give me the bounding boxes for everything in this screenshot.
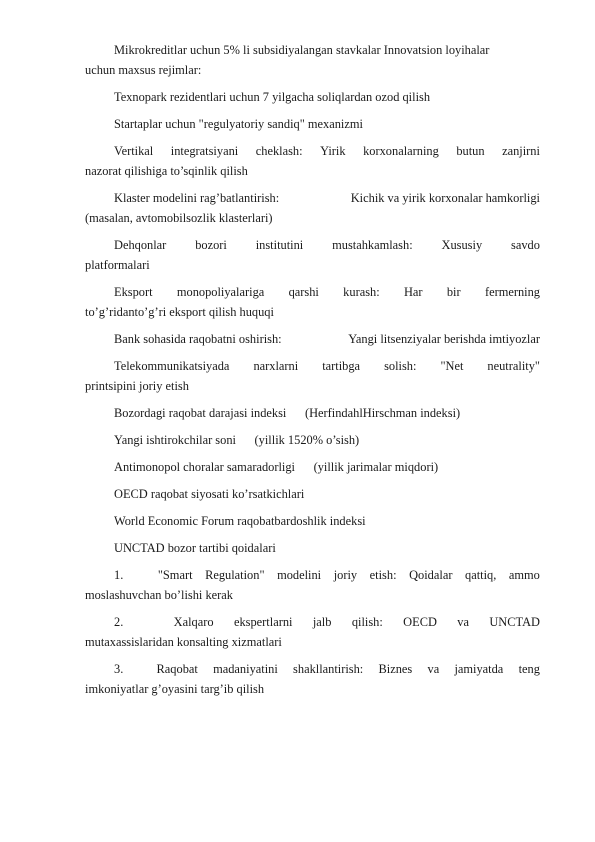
word: butun (456, 144, 485, 158)
word: Qoidalar (409, 568, 453, 582)
justified-line (85, 282, 540, 302)
word: etish: (369, 568, 397, 582)
text-line: imkoniyatlar g’oyasini targ’ib qilish (85, 682, 265, 696)
word: qilish: (351, 615, 383, 629)
text-line: World Economic Forum raqobatbardoshlik indeksi (114, 514, 366, 528)
word: cheklash: (255, 144, 303, 158)
text-line: Texnopark rezidentlari uchun 7 yilgacha soliqlardan ozod qilish (114, 90, 431, 104)
word: Biznes (378, 662, 413, 676)
text-line: moslashuvchan bo’lishi kerak (85, 588, 233, 602)
justified-line (85, 565, 540, 585)
word: Kichik va yirik korxonalar hamkorligi (350, 191, 540, 205)
word: mustahkamlash: (332, 238, 413, 252)
text-line: Bozordagi raqobat darajasi indeksi (HerfindahlHirschman indeksi) (114, 406, 461, 420)
word: Eksport (114, 285, 153, 299)
paragraph-technopark (85, 87, 540, 107)
paragraph-hhi-index (85, 403, 540, 423)
word: neutrality" (487, 359, 540, 373)
list-number: 3. (114, 662, 124, 676)
paragraph-export-monopolies (85, 282, 540, 322)
word: Telekommunikatsiyada (114, 359, 230, 373)
word: jamiyatda (454, 662, 504, 676)
paragraph-antimonopoly-efficiency (85, 457, 540, 477)
paragraph-unctad (85, 538, 540, 558)
word: OECD (403, 615, 437, 629)
text-line: Startaplar uchun "regulyatoriy sandiq" mexanizmi (114, 117, 363, 131)
word: "Smart (157, 568, 193, 582)
word: va (457, 615, 469, 629)
text-line: printsipini joriy etish (85, 379, 189, 393)
word: "Net (440, 359, 464, 373)
word: Klaster modelini rag’batlantirish: (114, 191, 280, 205)
word: modelini (277, 568, 322, 582)
text-line: Yangi ishtirokchilar soni (yillik 1520% o’sish) (114, 433, 360, 447)
word: Regulation" (205, 568, 265, 582)
numbered-item-3 (85, 659, 540, 699)
text-line: Mikrokreditlar uchun 5% li subsidiyalangan stavkalar Innovatsion loyihalar (114, 43, 490, 57)
justified-line (85, 329, 540, 349)
justified-line (85, 612, 540, 632)
word: savdo (511, 238, 540, 252)
text-line: nazorat qilishiga to’sqinlik qilish (85, 164, 248, 178)
justified-line (85, 659, 540, 679)
word: fermerning (484, 285, 540, 299)
text-line: to’g’ridanto’g’ri eksport qilish huquqi (85, 305, 274, 319)
word: Vertikal (114, 144, 154, 158)
word: jalb (312, 615, 332, 629)
text-line: (masalan, avtomobilsozlik klasterlari) (85, 211, 273, 225)
word: integratsiyani (170, 144, 239, 158)
word: qarshi (288, 285, 319, 299)
paragraph-banking-competition (85, 329, 540, 349)
justified-line (85, 235, 540, 255)
justified-line (85, 141, 540, 161)
word: narxlarni (253, 359, 299, 373)
text-line: UNCTAD bozor tartibi qoidalari (114, 541, 276, 555)
word: Yangi litsenziyalar berishda imtiyozlar (348, 332, 540, 346)
word: Yirik (320, 144, 346, 158)
word: institutini (255, 238, 304, 252)
paragraph-wef (85, 511, 540, 531)
word: madaniyatini (213, 662, 278, 676)
word: Bank sohasida raqobatni oshirish: (114, 332, 282, 346)
document-page (85, 40, 540, 706)
paragraph-cluster-model (85, 188, 540, 228)
word: UNCTAD (489, 615, 540, 629)
paragraph-telecom-pricing (85, 356, 540, 396)
word: Xalqaro (173, 615, 214, 629)
word: kurash: (343, 285, 380, 299)
paragraph-new-entrants (85, 430, 540, 450)
paragraph-farmers-market (85, 235, 540, 275)
word: bozori (195, 238, 227, 252)
word: monopoliyalariga (176, 285, 265, 299)
numbered-item-2 (85, 612, 540, 652)
word: tartibga (322, 359, 361, 373)
word: Xususiy (441, 238, 483, 252)
word: Raqobat (156, 662, 198, 676)
word: ammo (508, 568, 540, 582)
text-line: mutaxassislaridan konsalting xizmatlari (85, 635, 282, 649)
word: bir (446, 285, 461, 299)
justified-line (85, 356, 540, 376)
text-line: Antimonopol choralar samaradorligi (yillik jarimalar miqdori) (114, 460, 439, 474)
text-line: uchun maxsus rejimlar: (85, 63, 202, 77)
text-line: platformalari (85, 258, 150, 272)
word: Dehqonlar (114, 238, 167, 252)
list-number: 1. (114, 568, 124, 582)
word: shakllantirish: (293, 662, 364, 676)
paragraph-startup-sandbox (85, 114, 540, 134)
word: korxonalarning (363, 144, 439, 158)
paragraph-oecd (85, 484, 540, 504)
numbered-item-1 (85, 565, 540, 605)
paragraph-microcredit (85, 40, 540, 80)
word: Har (403, 285, 423, 299)
justified-line (85, 188, 540, 208)
word: ekspertlarni (233, 615, 293, 629)
paragraph-vertical-integration (85, 141, 540, 181)
word: joriy (333, 568, 358, 582)
word: qattiq, (465, 568, 497, 582)
text-line: OECD raqobat siyosati ko’rsatkichlari (114, 487, 305, 501)
word: va (427, 662, 440, 676)
list-number: 2. (114, 615, 124, 629)
word: zanjirni (502, 144, 540, 158)
word: teng (518, 662, 540, 676)
word: solish: (384, 359, 417, 373)
